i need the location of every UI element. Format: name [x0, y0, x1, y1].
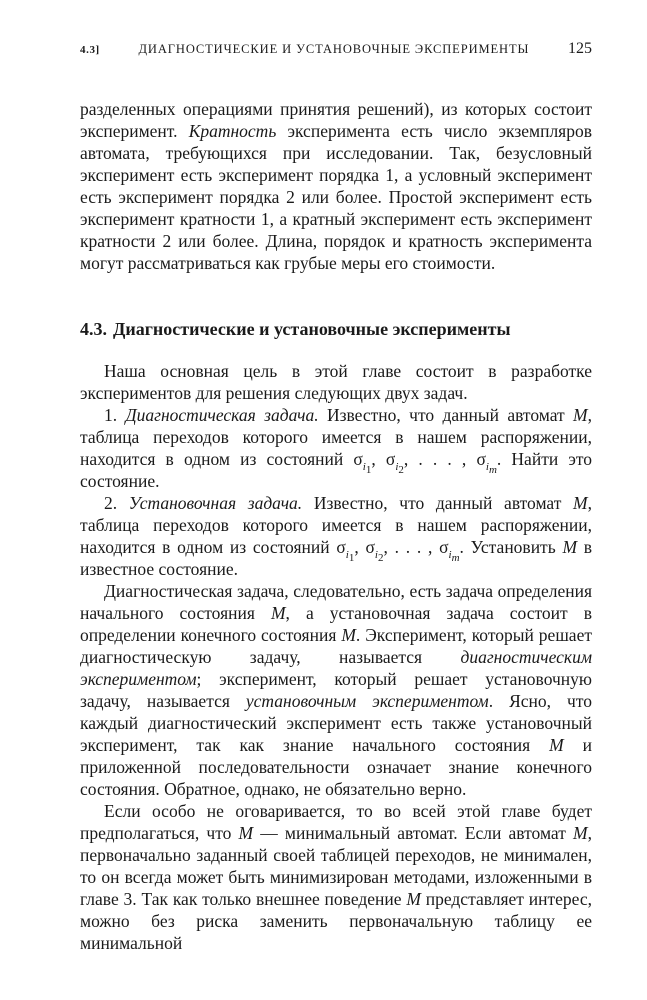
- paragraph-intro: Наша основная цель в этой главе состоит в разработке экспериментов для решения следующих двух задач.: [80, 361, 592, 403]
- text: , таблица переходов которого имеется в нашем распоряжении, находится в одном из состояний: [80, 493, 592, 557]
- automaton-symbol: M: [238, 823, 254, 843]
- text: — минимальный автомат. Если автомат: [253, 823, 574, 843]
- text: Установить: [463, 537, 563, 557]
- text: . Эксперимент, который решает диагностическую задачу, называется: [80, 625, 592, 667]
- text: Известно, что данный автомат: [302, 493, 574, 513]
- text: , первоначально заданный своей таблицей переходов, не минимален, то он всегда может быть минимизирован методами, изложенными в главе 3. Так как только внешнее поведение: [80, 823, 592, 909]
- automaton-symbol: M: [341, 625, 356, 645]
- text: эксперимента есть число экземпляров автомата, требующихся при исследовании. Так, безусловный эксперимент есть эксперимент порядка 1, а условный эксперимент есть эксперимент порядка 2 или более. Простой эксперимент есть эксперимент кратности 1, а кратный эксперимент есть эксперимент кратности 2 или более. Длина, порядок и кратность эксперимента могут рассматриваться как грубые меры его стоимости.: [80, 121, 592, 273]
- paragraph-definitions: [80, 580, 592, 800]
- automaton-symbol: M: [270, 603, 286, 623]
- book-page: [80, 40, 592, 954]
- running-head: [80, 40, 592, 68]
- section-number: 4.3.: [80, 319, 107, 339]
- header-title: ДИАГНОСТИЧЕСКИЕ И УСТАНОВОЧНЫЕ ЭКСПЕРИМЕНТЫ: [138, 42, 530, 56]
- automaton-symbol: M: [562, 537, 578, 557]
- section-heading: [80, 318, 592, 340]
- term-setting-experiment: установочным экспериментом: [245, 691, 489, 711]
- page-number: 125: [568, 40, 592, 57]
- text: в известное состояние.: [80, 537, 593, 579]
- text: ; эксперимент, который решает установочную задачу, называется: [80, 669, 592, 711]
- text: представляет интерес, можно без риска заменить первоначальную таблицу ее минимальной: [80, 889, 592, 953]
- automaton-symbol: M: [406, 889, 421, 909]
- text: и приложенной последовательности означает знание конечного состояния. Обратное, однако, не обязательно верно.: [80, 735, 592, 799]
- task-number: 1.: [104, 405, 126, 425]
- text: Если особо не оговаривается, то во всей этой главе будет предполагаться, что: [80, 801, 592, 843]
- state-list: $\sigma_{i_1}$, $\sigma_{i_2}$, . . . , $\sigma_{i_m}$.: [353, 449, 502, 476]
- text: . Ясно, что каждый диагностический эксперимент есть также установочный эксперимент, так как знание начального состояния: [80, 691, 593, 755]
- text: , а установочная задача состоит в определении конечного состояния: [80, 603, 593, 645]
- paragraph-minimal: [80, 800, 592, 954]
- task-number: 2.: [104, 493, 129, 513]
- text: разделенных операциями принятия решений), из которых состоит эксперимент.: [80, 99, 592, 141]
- text: , таблица переходов которого имеется в нашем распоряжении, находится в одном из состояний: [80, 405, 592, 469]
- automaton-symbol: M: [549, 735, 564, 755]
- section-title: Диагностические и установочные эксперименты: [113, 319, 511, 339]
- text: Известно, что данный автомат: [318, 405, 574, 425]
- text: Диагностическая задача, следовательно, есть задача определения начального состояния: [80, 581, 592, 623]
- task-title: Установочная задача.: [128, 493, 303, 513]
- automaton-symbol: M: [573, 493, 588, 513]
- task-diagnostic: [80, 404, 592, 492]
- term-diagnostic-experiment: диагностическим экспериментом: [80, 647, 592, 689]
- automaton-symbol: M: [573, 405, 588, 425]
- header-section-number: 4.3]: [80, 44, 100, 56]
- task-title: Диагностическая задача.: [125, 405, 319, 425]
- text: Найти это состояние.: [80, 449, 593, 491]
- task-setting: [80, 492, 592, 580]
- term-kratnost: Кратность: [188, 121, 277, 141]
- paragraph-continued: [80, 98, 592, 274]
- state-list: $\sigma_{i_1}$, $\sigma_{i_2}$, . . . , $\sigma_{i_m}$.: [336, 537, 464, 564]
- automaton-symbol: M: [573, 823, 588, 843]
